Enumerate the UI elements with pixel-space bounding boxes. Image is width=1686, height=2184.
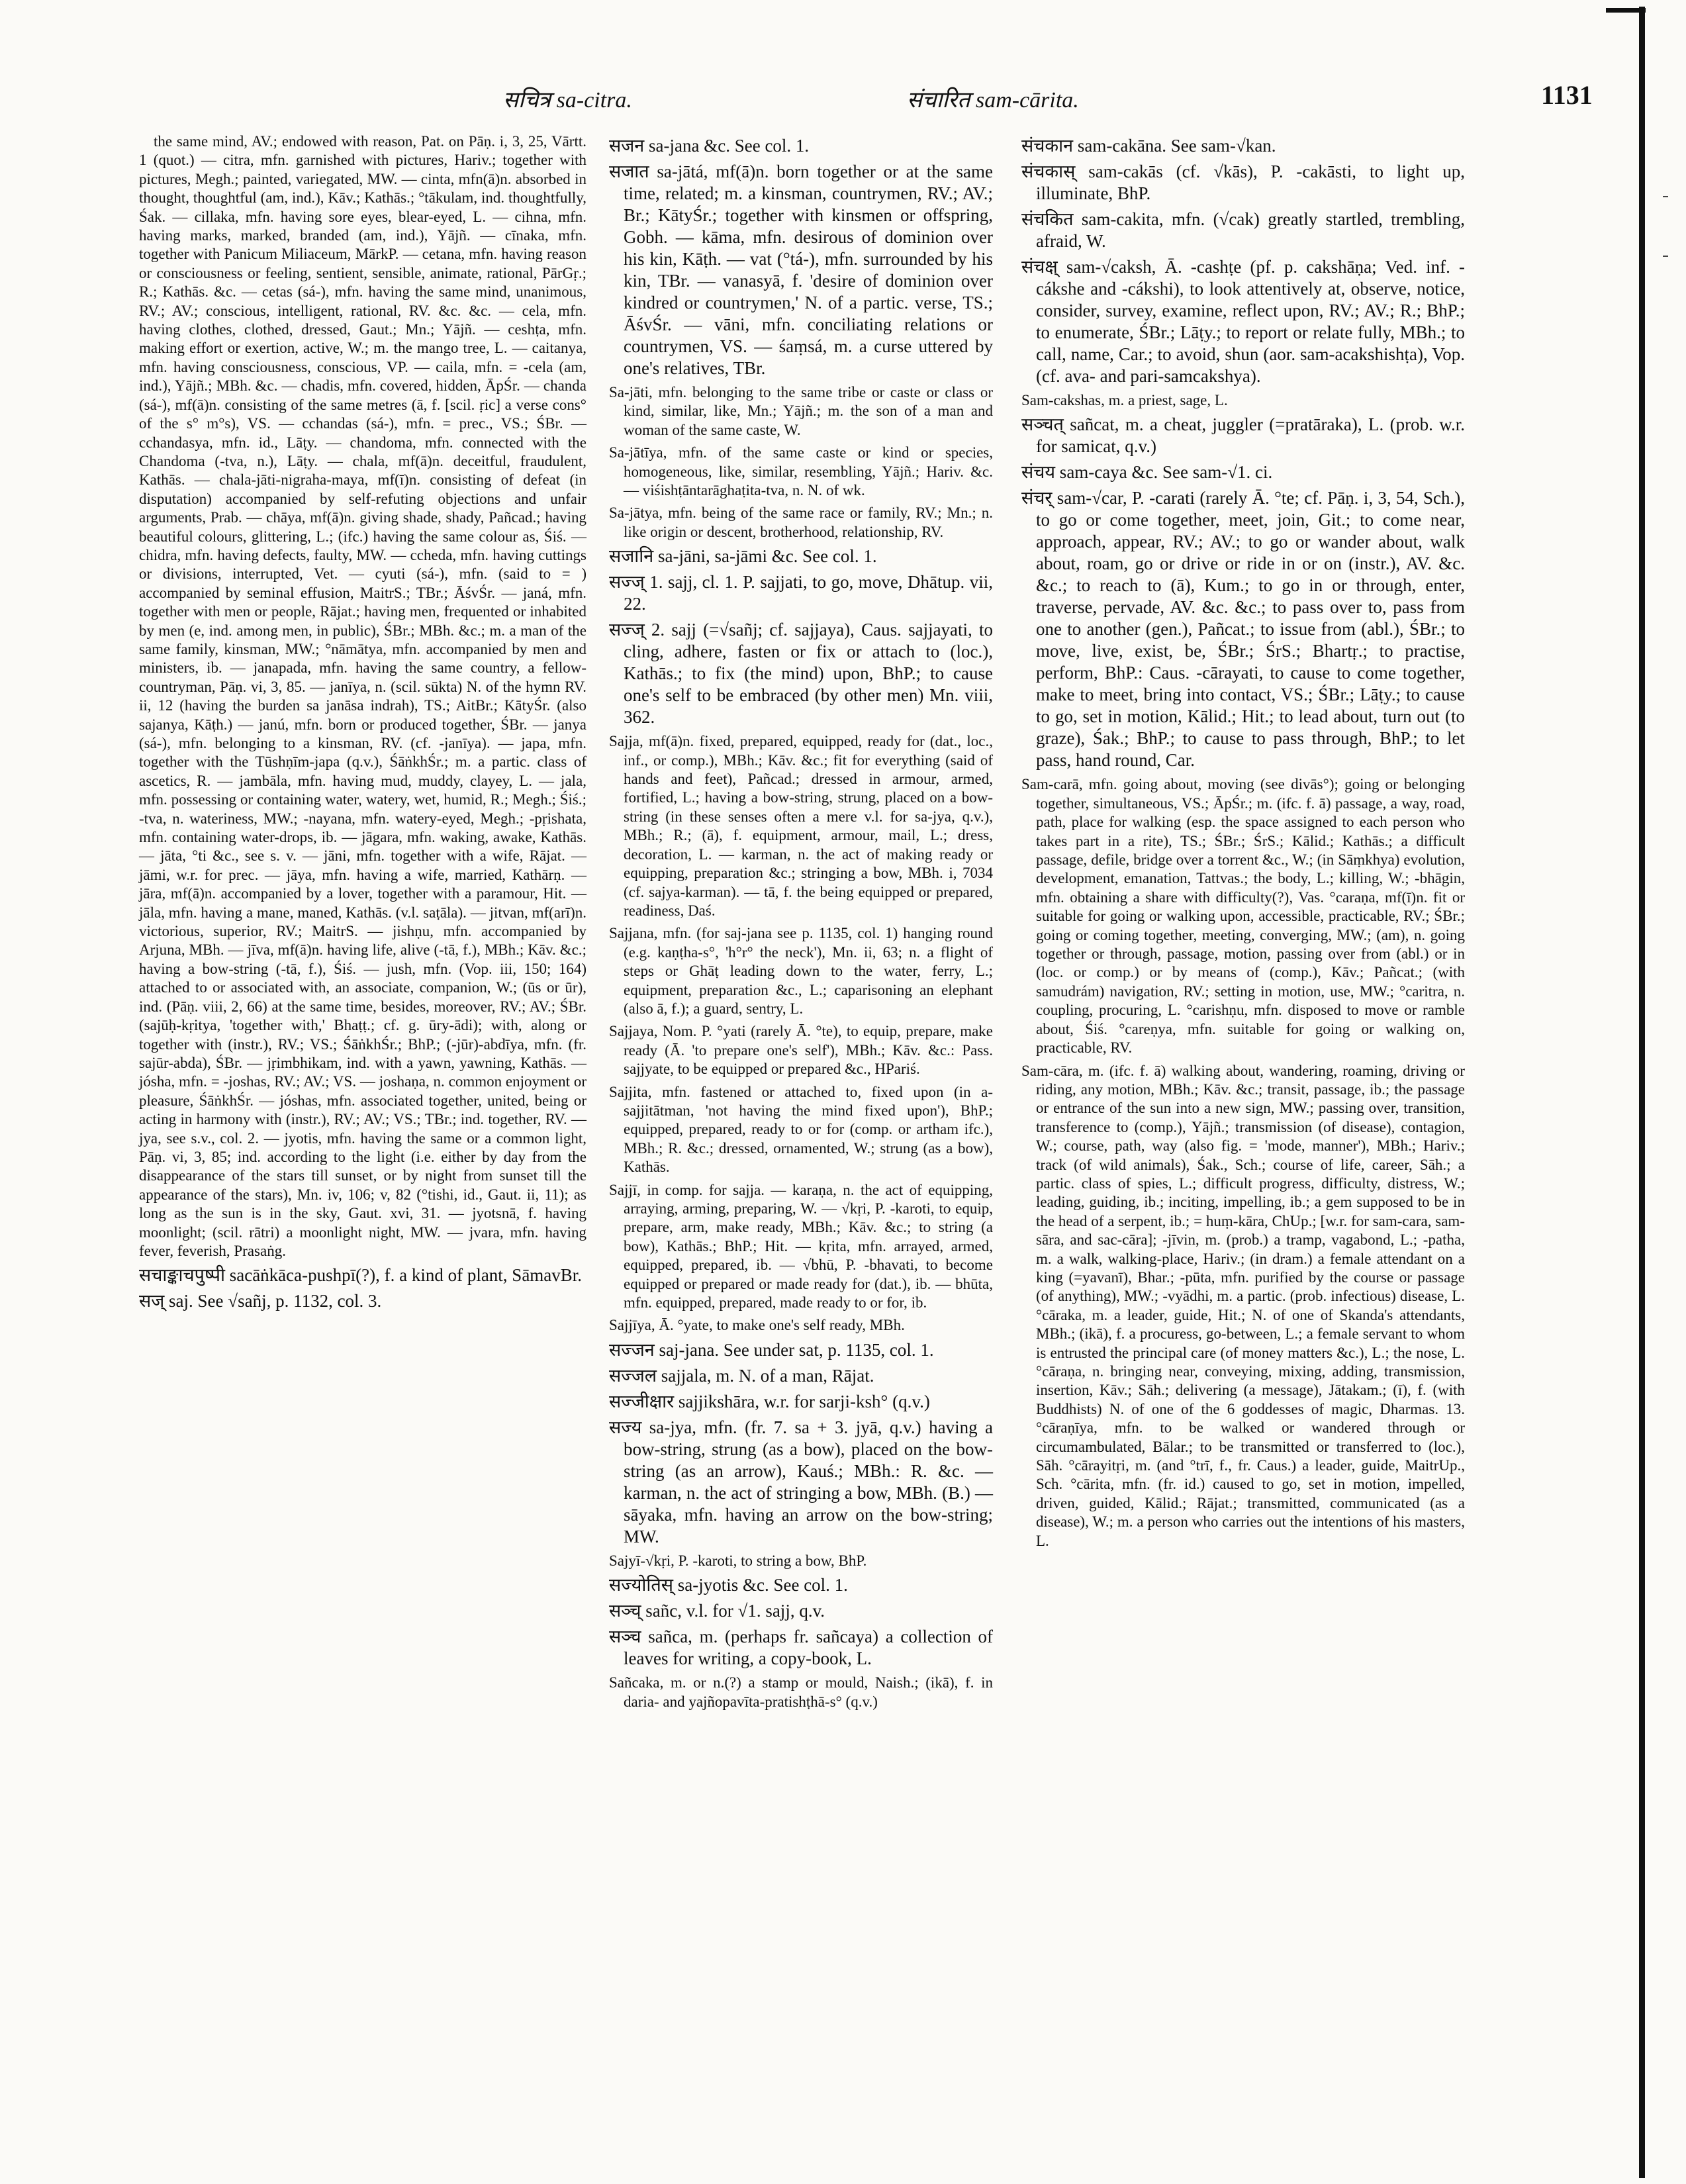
dictionary-entry: Sa-jātya, mfn. being of the same race or family, RV.; Mn.; n. like origin or descent, brotherhood, relationship, RV.	[609, 504, 993, 540]
dictionary-entry: संचर् sam-√car, P. -carati (rarely Ā. °te; cf. Pāṇ. i, 3, 54, Sch.), to go or come together, meet, join, Git.; to come near, approach, appear, RV.; AV.; to go or wander about, walk about, roam, go or drive or ride in or on (instr.), AV. &c. &c.; to reach to (ā), Kum.; to go in or through, enter, traverse, pervade, AV. &c. &c.; to pass over to, pass from one to another (gen.), Pañcat.; to issue from (abl.), ŚBr.; to move, live, exist, be, ŚBr.; ŚrS.; Bhartṛ.; to practise, perform, BhP.: Caus. -cārayati, to cause to come together, make to meet, bring into contact, VS.; ŚBr.; Lāṭy.; to cause to go, set in motion, Kālid.; Hit.; to lead about, turn out (to graze), Śak.; BhP.; to cause to pass through, BhP.; to let pass, hand round, Car.	[1021, 488, 1465, 771]
dictionary-entry: the same mind, AV.; endowed with reason, Pat. on Pāṇ. i, 3, 25, Vārtt. 1 (quot.) — citra, mfn. garnished with pictures, Hariv.; together with pictures, Megh.; painted, variegated, MW. — cinta, mfn(ā)n. absorbed in thought, thoughtful (am, ind.), Kāv.; Kathās.; °tākulam, ind. thoughtfully, Śak. — cillaka, mfn. having sore eyes, blear-eyed, L. — cihna, mfn. having marks, marked, branded (am, ind.), Yājñ. — cīnaka, mfn. together with Panicum Miliaceum, MārkP. — cetana, mfn. having reason or consciousness or feeling, sentient, sensible, animate, rational, PārGṛ.; R.; Kathās. &c. — cetas (sá-), mfn. having the same mind, unanimous, RV.; AV.; conscious, intelligent, rational, RV. &c. &c. — cela, mfn. having clothes, clothed, dressed, Gaut.; Mn.; Yājñ. — ceshṭa, mfn. making effort or exertion, active, W.; m. the mango tree, L. — caitanya, mfn. having consciousness, conscious, VP. — caila, mfn. = -cela (am, ind.), Yājñ.; MBh. &c. — chadis, mfn. covered, hidden, ĀpŚr. — chanda (sá-), mf(ā)n. consisting of the same metres (ā, f. [scil. ṛic] a verse cons° of the s° m°s), VS. — cchandas (sá-), mfn. = prec., VS.; ŚBr. — cchandasya, mfn. id., Lāṭy. — chandoma, mfn. connected with the Chandoma (-tva, n.), Lāṭy. — chala, mf(ā)n. deceitful, fraudulent, Kathās. — chala-jāti-nigraha-maya, mf(ī)n. consisting of defeat (in disputation) accompanied by self-refuting objections and unfair arguments, Prab. — chāya, mf(ā)n. giving shade, shady, Pañcad.; having beautiful colours, glittering, L.; (ifc.) having the same colour as, Śiś. — chidra, mfn. having defects, faulty, MW. — ccheda, mfn. having cuttings or divisions, interrupted, Vet. — cyuti (sá-), mfn. (said to = ) accompanied by seminal effusion, MaitrS.; TBr.; ĀśvŚr. — janá, mfn. together with men or people, Rājat.; having men, frequented or inhabited by men (e, ind. among men, in public), ŚBr.; MBh. &c.; m. a man of the same family, kinsman, MW.; °nāmātya, mfn. accompanied by men and ministers, ib. — janapada, mfn. having the same country, a fellow-countryman, Pāṇ. vi, 3, 85. — janīya, n. (scil. sūkta) N. of the hymn RV. ii, 12 (having the burden sa janāsa indrah), TS.; AitBr.; KātyŚr. (also sajanya, Kāṭh.) — janú, mfn. born or produced together, ŚBr. — janya (sá-), mfn. belonging to a kinsman, RV. (cf. -janīya). — japa, mfn. together with the Tūshṇīm-japa (q.v.), ŚāṅkhŚr.; m. a partic. class of ascetics, R. — jambāla, mfn. having mud, muddy, clayey, L. — jala, mfn. possessing or containing water, watery, wet, humid, R.; Megh.; Śiś.; -tva, n. wateriness, MW.; -nayana, mfn. watery-eyed, Megh.; -pṛishata, mfn. containing water-drops, ib. — jāgara, mfn. waking, awake, Kathās. — jāta, °ti &c., see s. v. — jāni, mfn. together with a wife, Rājat. — jāmi, w.r. for prec. — jāya, mfn. having a wife, married, Kathārṇ. — jāra, mf(ā)n. accompanied by a lover, together with a paramour, Hit. — jāla, mfn. having a mane, maned, Kathās. (v.l. saṭāla). — jitvan, mf(arī)n. victorious, superior, RV.; MaitrS. — jishṇu, mfn. accompanied by Arjuna, MBh. — jīva, mf(ā)n. having life, alive (-tā, f.), MBh.; Kāv. &c.; having a bow-string (-tā, f.), Śiś. — jush, mfn. (Vop. iii, 150; 164) attached to or associated with, an associate, companion, W.; (ūs or ūr), ind. (Pāṇ. viii, 2, 66) at the same time, besides, moreover, RV.; AV.; ŚBr. (sajūḥ-kṛitya, 'together with,' Bhaṭṭ.; cf. g. ūry-ādi); with, along or together with (instr.), RV.; VS.; ŚāṅkhŚr.; BhP.; (-jūr)-abdīya, mfn. (fr. sajūr-abda), ŚBr. — jṛimbhikam, ind. with a yawn, yawning, Kathās. — jósha, mfn. = -joshas, RV.; AV.; VS. — joshaṇa, n. common enjoyment or pleasure, ŚāṅkhŚr. — jóshas, mfn. associated together, united, being or acting in harmony with (instr.), RV.; AV.; VS.; TBr.; ind. together, RV. — jya, see s.v., col. 2. — jyotis, mfn. having the same or a common light, Pāṇ. vi, 3, 85; ind. according to the light (i.e. either by day from the disappearance of the stars till sunset, or by night from sunset till the appearance of the stars), Mn. iv, 106; v, 82 (°tishi, id., Gaut. ii, 11); as long as the sun is in the sky, Gaut. xvi, 31. — jyotsnā, f. having moonlight; (scil. rātri) a moonlight night, MW. — jvara, mfn. having fever, feverish, Prasaṅg.	[139, 133, 586, 1259]
dictionary-entry: सजानि sa-jāni, sa-jāmi &c. See col. 1.	[609, 546, 877, 567]
dictionary-entry: Sa-jātīya, mfn. of the same caste or kind or species, homogeneous, like, similar, resembling, Yājñ.; Hariv. &c. — viśishṭāntarāghaṭita-tva, n. N. of wk.	[609, 444, 993, 499]
dictionary-entry: Sa-jāti, mfn. belonging to the same tribe or caste or class or kind, similar, like, Mn.; Yājñ.; m. the son of a man and woman of the same caste, W.	[609, 384, 993, 438]
dictionary-entry: सजात sa-jātá, mf(ā)n. born together or at the same time, related; m. a kinsman, countrymen, RV.; AV.; Br.; KātyŚr.; together with kinsmen or offspring, Gobh. — kāma, mfn. desirous of dominion over his kin, Kāṭh. — vat (°tá-), mfn. surrounded by his kin, TBr. — vanasyā, f. 'desire of dominion over kindred or countrymen,' N. of a partic. verse, TS.; ĀśvŚr. — vāni, mfn. conciliating relations or countrymen, VS. — śaṃsá, m. a curse uttered by one's relatives, TBr.	[609, 162, 993, 378]
header-left-headword: सचित्र sa-citra.	[503, 88, 632, 113]
dictionary-entry: सज् saj. See √sañj, p. 1132, col. 3.	[139, 1291, 382, 1311]
dictionary-entry: सज्ज् 2. sajj (=√sañj; cf. sajjaya), Caus. sajjayati, to cling, adhere, fasten or fix or attach to (loc.), Kathās.; to fix (the mind) upon, BhP.; to cause one's self to be embraced (by other men) Mn. viii, 362.	[609, 620, 993, 728]
dictionary-entry: Sañcaka, m. or n.(?) a stamp or mould, Naish.; (ikā), f. in daria- and yajñopavīta-pratishṭhā-s° (q.v.)	[609, 1674, 993, 1710]
dictionary-entry: सज्योतिस् sa-jyotis &c. See col. 1.	[609, 1575, 848, 1595]
margin-tick	[1663, 256, 1668, 257]
dictionary-entry: सज्जीक्षार sajjikshāra, w.r. for sarji-ksh° (q.v.)	[609, 1391, 930, 1411]
dictionary-entry: Sam-cakshas, m. a priest, sage, L.	[1021, 392, 1228, 408]
dictionary-entry: Sam-carā, mfn. going about, moving (see divās°); going or belonging together, simultaneous, VS.; ĀpŚr.; m. (ifc. f. ā) passage, a way, road, path, place for walking (esp. the space assigned to each person who takes part in a rite), TS.; ŚBr.; ŚrS.; Kālid.; Kathās.; a difficult passage, defile, bridge over a torrent &c., W.; (in Sāṃkhya) evolution, development, emanation, Tattvas.; the body, L.; killing, W.; -bhāgin, mfn. obtaining a share with difficulty(?), Vas. °caraṇa, mf(ī)n. fit or suitable for going or walking upon, accessible, practicable, RV.; ŚBr.; going or coming together, meeting, converging, MW.; (am), n. going together or through, passage, motion, passing over from (abl.) or in (loc. or comp.) or by means of (comp.), Kāv.; Pañcat.; (with samudrám) navigation, RV.; setting in motion, use, MW.; °caritra, n. coupling, procuring, L. °carishṇu, mfn. disposed to move or ramble about, Śiś. °careṇya, mfn. suitable for going or walking on, practicable, RV.	[1021, 776, 1465, 1057]
dictionary-entry: सञ्चत् sañcat, m. a cheat, juggler (=pratāraka), L. (prob. w.r. for samicat, q.v.)	[1021, 414, 1465, 457]
page-number: 1131	[1541, 80, 1593, 110]
dictionary-entry: सज्य sa-jya, mfn. (fr. 7. sa + 3. jyā, q.v.) having a bow-string, strung (as a bow), placed on the bow-string (as an arrow), Kauś.; MBh.: R. &c. — karman, n. the act of stringing a bow, MBh. (B.) — sāyaka, mfn. having an arrow on the bow-string; MW.	[609, 1417, 993, 1546]
header-right-headword: संचारित sam-cārita.	[907, 88, 1079, 113]
column-3	[1021, 132, 1465, 1554]
dictionary-entry: Sajjana, mfn. (for saj-jana see p. 1135, col. 1) hanging round (e.g. kaṇṭha-s°, 'h°r° the neck'), Mn. ii, 63; n. a flight of steps or Ghāṭ leading down to the water, ferry, L.; equipment, preparation &c., L.; caparisoning an elephant (also ā, f.); a guard, sentry, L.	[609, 925, 993, 1017]
dictionary-entry: सञ्च् sañc, v.l. for √1. sajj, q.v.	[609, 1601, 825, 1621]
dictionary-entry: सज्ज् 1. sajj, cl. 1. P. sajjati, to go, move, Dhātup. vii, 22.	[609, 572, 993, 614]
dictionary-entry: Sajjaya, Nom. P. °yati (rarely Ā. °te), to equip, prepare, make ready (Ā. 'to prepare one's self'), MBh.; Kāv. &c.: Pass. sajjyate, to be equipped or prepared &c., HPariś.	[609, 1023, 993, 1078]
dictionary-entry: सचाङ्काचपुष्पी sacāṅkāca-pushpī(?), f. a kind of plant, SāmavBr.	[139, 1265, 583, 1286]
dictionary-entry: Sajyī-√kṛi, P. -karoti, to string a bow, BhP.	[609, 1552, 867, 1569]
dictionary-entry: सञ्च sañca, m. (perhaps fr. sañcaya) a collection of leaves for writing, a copy-book, L.	[609, 1627, 993, 1669]
margin-tick	[1663, 196, 1668, 197]
column-1	[139, 132, 586, 1316]
dictionary-entry: संचक्ष् sam-√caksh, Ā. -cashṭe (pf. p. cakshāṇa; Ved. inf. -cákshe and -cákshi), to look attentively at, observe, notice, consider, survey, examine, reflect upon, RV.; AV.; R.; BhP.; to enumerate, ŚBr.; Lāṭy.; to report or relate fully, MBh.; to call, name, Car.; to avoid, shun (aor. sam-acakshishṭa), Vop. (cf. ava- and pari-samcakshya).	[1021, 257, 1465, 386]
dictionary-entry: सजन sa-jana &c. See col. 1.	[609, 136, 810, 156]
dictionary-entry: सज्जल sajjala, m. N. of a man, Rājat.	[609, 1365, 874, 1386]
dictionary-entry: संचकास् sam-cakās (cf. √kās), P. -cakāsti, to light up, illuminate, BhP.	[1021, 162, 1465, 203]
dictionary-entry: Sajjita, mfn. fastened or attached to, fixed upon (in a-sajjitātman, 'not having the mind fixed upon'), BhP.; equipped, prepared, ready to or for (comp. or artham ifc.), MBh.; R. &c.; dressed, ornamented, W.; strung (as a bow), Kathās.	[609, 1083, 993, 1176]
dictionary-entry: Sajja, mf(ā)n. fixed, prepared, equipped, ready for (dat., loc., inf., or comp.), MBh.; Kāv. &c.; fit for everything (said of hands and feet), Pañcad.; dressed in armour, armed, fortified, L.; having a bow-string, strung, placed on a bow-string (in these senses often a mere v.l. for sa-jya, q.v.), MBh.; R.; (ā), f. equipment, armour, mail, L.; dress, decoration, L. — karman, n. the act of making ready or equipping, preparation &c.; stringing a bow, MBh. i, 7034 (cf. sajya-karman). — tā, f. the being equipped or prepared, readiness, Daś.	[609, 733, 993, 919]
dictionary-entry: सज्जन saj-jana. See under sat, p. 1135, col. 1.	[609, 1339, 934, 1360]
margin-rule	[1639, 7, 1645, 2178]
dictionary-entry: संचकित sam-cakita, mfn. (√cak) greatly startled, trembling, afraid, W.	[1021, 209, 1465, 251]
dictionary-entry: संचय sam-caya &c. See sam-√1. ci.	[1021, 462, 1273, 483]
dictionary-entry: Sajjīya, Ā. °yate, to make one's self ready, MBh.	[609, 1317, 905, 1334]
dictionary-entry: Sam-cāra, m. (ifc. f. ā) walking about, wandering, roaming, driving or riding, any motion, MBh.; Kāv. &c.; transit, passage, ib.; the passage or entrance of the sun into a new sign, MW.; passing over, transition, transference to (comp.), Yājñ.; transmission (of disease), contagion, W.; course, path, way (also fig. = 'mode, manner'), MBh.; Hariv.; track (of wild animals), Śak., Sch.; course of life, career, Sāh.; a partic. class of spies, L.; difficult progress, difficulty, distress, W.; leading, guiding, ib.; inciting, impelling, ib.; a gem supposed to be in the head of a serpent, ib.; = huṃ-kāra, ChUp.; [w.r. for sam-cara, sam-sāra, and sac-cāra]; -jīvin, m. (prob.) a tramp, vagabond, L.; -patha, m. a walk, walking-place, Hariv.; (in dram.) a female attendant on a king (=yavanī), Bhar.; -pūta, mfn. purified by the course or passage (of anything), MW.; -vyādhi, m. a partic. (prob. infectious) disease, L. °cāraka, m. a leader, guide, Hit.; N. of one of Skanda's attendants, MBh.; (ikā), f. a procuress, go-between, L.; a female servant to whom is entrusted the principal care (of money matters &c.), L.; the nose, L. °cāraṇa, n. bringing near, conveying, mixing, adding, transmission, insertion, Kāv.; Sāh.; delivering (a message), Jātakam.; (ī), f. (with Buddhists) N. of one of the 6 goddesses of magic, Dharmas. 13. °cāraṇīya, mfn. to be walked or wandered through or circumambulated, Bālar.; to be transmitted or transferred to (loc.), Sāh. °cārayitṛi, m. (and °trī, f., fr. Caus.) a leader, guide, MaitrUp., Sch. °cārita, mfn. (fr. id.) caused to go, set in motion, impelled, driven, guided, Kālid.; Rājat.; transmitted, communicated (as a disease), W.; m. a person who carries out the intentions of his masters, L.	[1021, 1062, 1465, 1549]
column-2	[609, 132, 993, 1715]
page-header	[0, 80, 1615, 117]
dictionary-entry: Sajjī, in comp. for sajja. — karaṇa, n. the act of equipping, arraying, arming, preparing, W. — √kṛi, P. -karoti, to equip, prepare, arm, make ready, MBh.; Kāv. &c.; to string (a bow), Kathās.; BhP.; Hit. — kṛita, mfn. arrayed, armed, equipped, prepared, ib. — √bhū, P. -bhavati, to become equipped or prepared or made ready for (dat.), ib. — bhūta, mfn. equipped, prepared, made ready to or for, ib.	[609, 1181, 993, 1311]
dictionary-entry: संचकान sam-cakāna. See sam-√kan.	[1021, 136, 1276, 156]
